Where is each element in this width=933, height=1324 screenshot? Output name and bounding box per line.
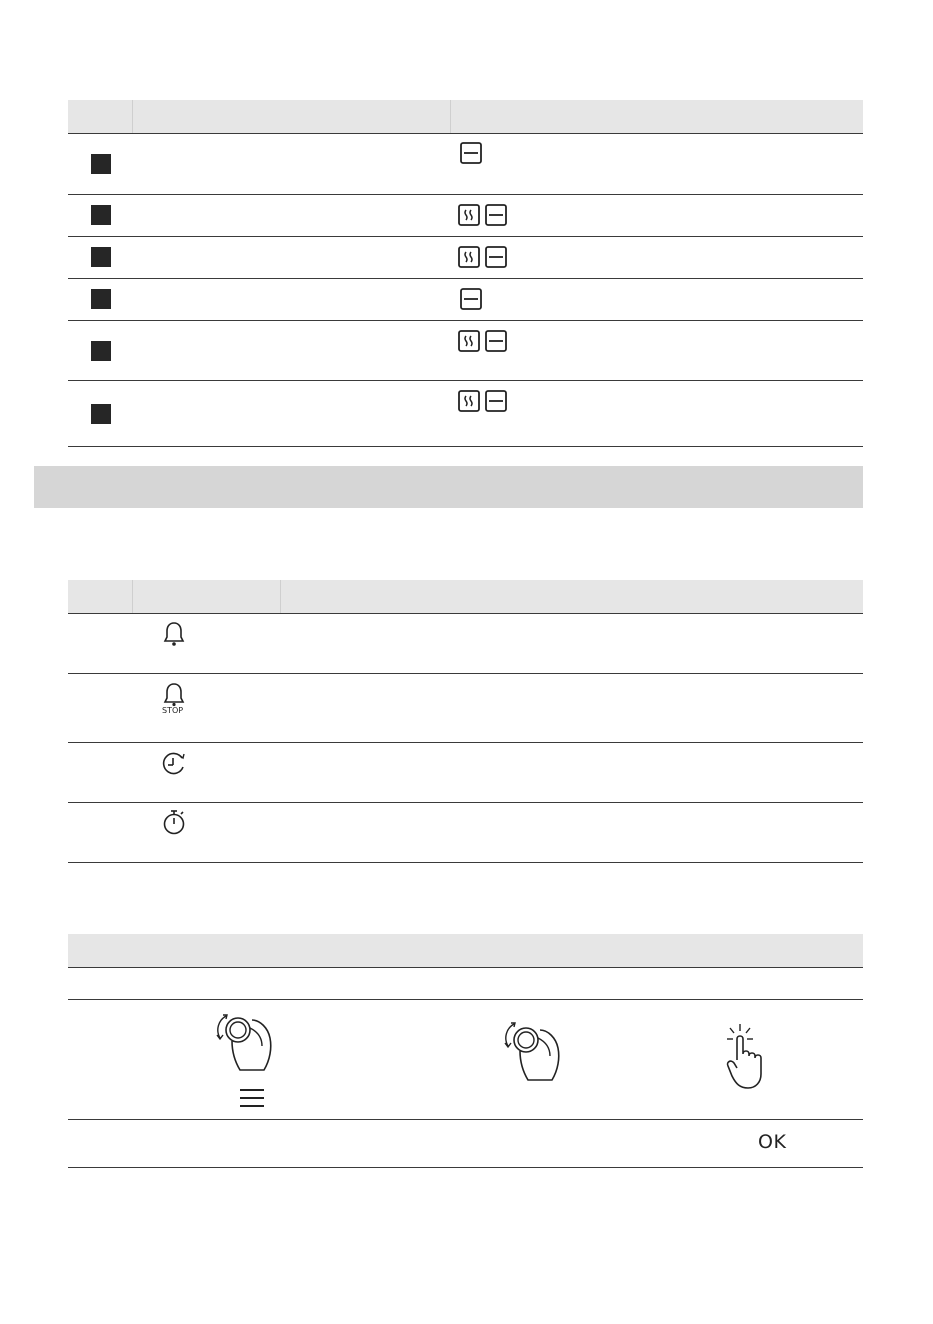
bottom-heat-icon bbox=[485, 330, 507, 352]
bell-stop-label: STOP bbox=[162, 706, 184, 715]
column-divider bbox=[280, 580, 281, 613]
table-header bbox=[68, 100, 863, 134]
bottom-heat-icon bbox=[485, 246, 507, 268]
steam-icon bbox=[458, 204, 480, 226]
row-divider bbox=[68, 236, 863, 237]
shelf-position-marker bbox=[91, 341, 111, 361]
row-divider bbox=[68, 380, 863, 381]
ok-label: OK bbox=[758, 1131, 787, 1153]
row-divider bbox=[68, 862, 863, 863]
shelf-position-marker bbox=[91, 205, 111, 225]
press-icon bbox=[722, 1022, 774, 1092]
row-divider bbox=[68, 1167, 863, 1168]
row-divider bbox=[68, 802, 863, 803]
bottom-heat-icon bbox=[485, 390, 507, 412]
bottom-heat-icon bbox=[460, 142, 482, 164]
shelf-position-marker bbox=[91, 404, 111, 424]
bottom-heat-icon bbox=[460, 288, 482, 310]
bottom-heat-icon bbox=[485, 204, 507, 226]
steam-icon bbox=[458, 246, 480, 268]
row-divider bbox=[68, 999, 863, 1000]
table-header bbox=[68, 934, 863, 968]
bell-stop-icon bbox=[162, 681, 186, 707]
row-divider bbox=[68, 446, 863, 447]
table-header bbox=[68, 580, 863, 614]
shelf-position-marker bbox=[91, 154, 111, 174]
row-divider bbox=[68, 194, 863, 195]
steam-icon bbox=[458, 330, 480, 352]
column-divider bbox=[450, 100, 451, 133]
column-divider bbox=[132, 580, 133, 613]
column-divider bbox=[132, 100, 133, 133]
row-divider bbox=[68, 673, 863, 674]
bell-icon bbox=[162, 620, 186, 648]
stopwatch-icon bbox=[162, 808, 188, 836]
shelf-position-marker bbox=[91, 289, 111, 309]
turn-knob-icon bbox=[502, 1018, 564, 1090]
row-divider bbox=[68, 742, 863, 743]
turn-knob-menu-icon bbox=[212, 1008, 278, 1112]
row-divider bbox=[68, 320, 863, 321]
row-divider bbox=[68, 278, 863, 279]
shelf-position-marker bbox=[91, 247, 111, 267]
section-heading-band bbox=[34, 466, 863, 508]
steam-icon bbox=[458, 390, 480, 412]
delayed-start-clock-icon bbox=[160, 750, 188, 778]
row-divider bbox=[68, 1119, 863, 1120]
